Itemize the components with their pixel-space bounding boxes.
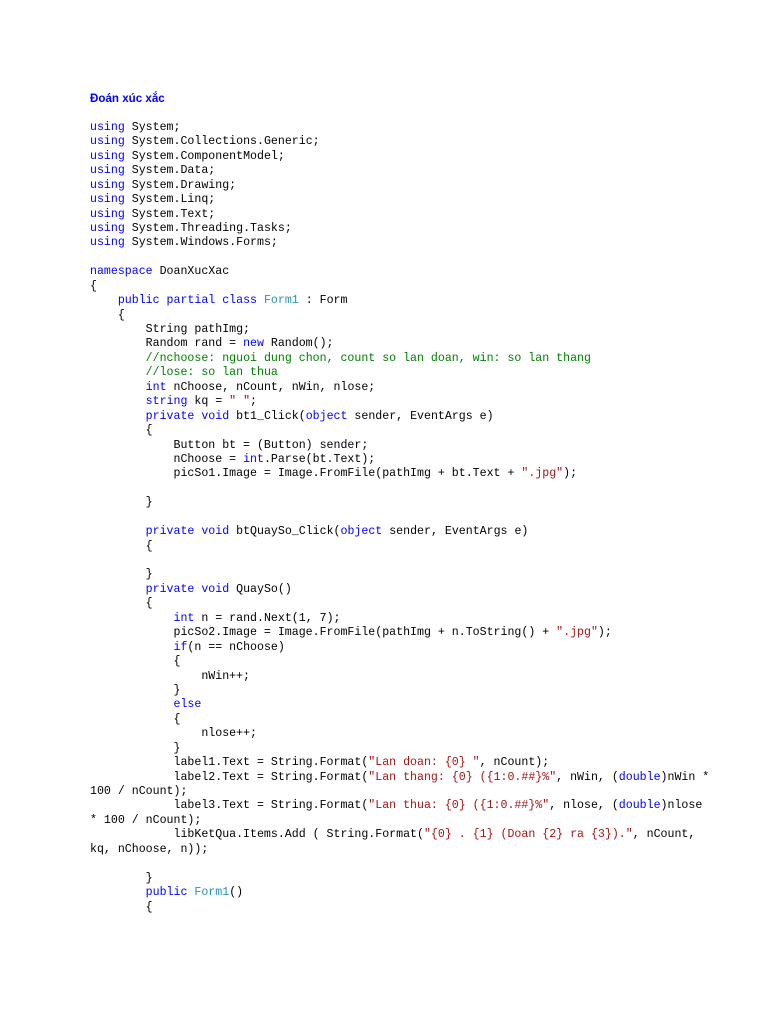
code-token: Form1 (263, 294, 299, 308)
code-token: int (173, 611, 195, 625)
code-token: "Lan thua: {0} ({1:0.##}%" (368, 799, 550, 813)
code-line (90, 467, 710, 481)
code-line (90, 886, 710, 900)
code-token: } (90, 741, 181, 755)
code-line (90, 251, 710, 265)
code-token: picSo2.Image = Image.FromFile(pathImg + n.ToString() + (90, 626, 557, 640)
code-token: { (90, 655, 181, 669)
code-line (90, 482, 710, 496)
code-token: } (90, 568, 153, 582)
code-token: System; (124, 120, 181, 134)
document-title: Đoán xúc xắc (90, 92, 165, 105)
code-token: ".jpg" (521, 467, 564, 481)
code-token: public (145, 886, 188, 900)
code-line (90, 164, 710, 178)
code-line (90, 684, 710, 698)
code-token: using (90, 221, 125, 235)
code-token: double (618, 770, 661, 784)
code-token: public partial class (117, 294, 257, 308)
code-token: ); (597, 626, 612, 640)
code-token (90, 381, 146, 394)
code-line (90, 742, 710, 756)
code-line (90, 208, 710, 222)
code-token: "Lan thang: {0} ({1:0.##}%" (368, 770, 557, 784)
code-token (90, 583, 146, 596)
code-token: nWin++; (90, 669, 251, 683)
code-token (90, 525, 146, 538)
code-token: picSo1.Image = Image.FromFile(pathImg + bt.Text + (90, 467, 522, 481)
code-token: String pathImg; (90, 323, 251, 336)
code-token: //nchoose: nguoi dung chon, count so lan doan, win: so lan thang (145, 351, 591, 365)
code-line (90, 872, 710, 886)
code-token: sender, EventArgs e) (347, 409, 494, 423)
code-line (90, 424, 710, 438)
code-token: using (90, 236, 125, 250)
code-token: : Form (298, 294, 348, 308)
code-token: , nlose, ( (549, 799, 619, 813)
code-token: Form1 (194, 886, 230, 900)
code-token: new (243, 337, 264, 351)
code-token (90, 395, 146, 408)
code-token: namespace (90, 265, 153, 279)
code-token: private void (145, 525, 230, 539)
code-token: { (90, 539, 153, 553)
code-line (90, 814, 710, 828)
code-token: private void (145, 582, 230, 596)
code-token: else (173, 698, 202, 712)
code-line (90, 626, 710, 640)
code-token: label3.Text = String.Format( (90, 799, 369, 813)
code-token: label2.Text = String.Format( (90, 770, 369, 784)
code-line (90, 641, 710, 655)
code-token: kq = (187, 395, 230, 409)
code-line (90, 179, 710, 193)
code-token: { (90, 597, 153, 611)
code-token: , nCount); (479, 756, 550, 770)
code-token: label1.Text = String.Format( (90, 756, 369, 770)
code-token: System.Threading.Tasks; (124, 221, 292, 235)
code-line (90, 352, 710, 366)
code-document (90, 92, 710, 915)
code-token: } (90, 871, 153, 885)
code-token (90, 294, 118, 307)
code-token: { (90, 424, 153, 438)
code-token: sender, EventArgs e) (382, 525, 529, 539)
code-token: )nWin * (660, 770, 710, 784)
code-line (90, 670, 710, 684)
code-line (90, 121, 710, 135)
code-token: 100 / nCount); (90, 785, 188, 798)
code-token: ); (563, 467, 578, 481)
code-token (90, 886, 146, 899)
code-line (90, 655, 710, 669)
code-token: Button bt = (Button) sender; (90, 438, 369, 452)
code-line (90, 756, 710, 770)
code-line (90, 236, 710, 250)
code-token: (n == nChoose) (187, 640, 285, 654)
code-token: " " (229, 395, 251, 409)
code-token: //lose: so lan thua (145, 366, 278, 380)
code-token: using (90, 149, 125, 163)
code-line (90, 106, 710, 120)
code-token: System.Text; (124, 207, 216, 221)
code-line (90, 698, 710, 712)
code-line (90, 280, 710, 294)
code-token: int (243, 452, 264, 466)
code-token: btQuaySo_Click( (229, 525, 341, 539)
code-line (90, 150, 710, 164)
code-token: } (90, 683, 181, 697)
code-line (90, 901, 710, 915)
code-token (90, 641, 174, 654)
code-token: System.Data; (124, 164, 216, 178)
code-line (90, 511, 710, 525)
code-token: )nlose (660, 799, 703, 813)
code-token (257, 294, 264, 307)
code-token: .Parse(bt.Text); (263, 452, 376, 466)
code-token: using (90, 178, 125, 192)
code-line (90, 381, 710, 395)
code-token (90, 366, 146, 379)
code-line (90, 323, 710, 337)
code-token: DoanXucXac (152, 265, 230, 279)
code-line (90, 410, 710, 424)
code-token: { (90, 712, 181, 726)
code-token (90, 410, 146, 423)
code-token: Random(); (263, 337, 334, 351)
code-token: { (90, 308, 125, 322)
code-token: string (145, 395, 188, 409)
code-token: Random rand = (90, 337, 244, 351)
code-token: System.Linq; (124, 193, 216, 207)
code-line (90, 540, 710, 554)
code-token: private void (145, 409, 230, 423)
code-line (90, 554, 710, 568)
code-token: "{0} . {1} (Doan {2} ra {3})." (423, 828, 633, 842)
code-token: using (90, 120, 125, 134)
code-token: int (145, 380, 167, 394)
code-line (90, 366, 710, 380)
code-line (90, 453, 710, 467)
code-token: nChoose, nCount, nWin, nlose; (166, 380, 376, 394)
code-line (90, 135, 710, 149)
code-token: System.Collections.Generic; (124, 135, 320, 149)
code-block (90, 106, 710, 915)
code-line (90, 597, 710, 611)
code-token: nChoose = (90, 452, 244, 466)
code-line (90, 222, 710, 236)
code-token: ".jpg" (556, 626, 598, 640)
code-token (90, 612, 174, 625)
code-line (90, 799, 710, 813)
code-token: using (90, 135, 125, 149)
code-line (90, 713, 710, 727)
code-token: QuaySo() (229, 582, 292, 596)
code-token: libKetQua.Items.Add ( String.Format( (90, 828, 424, 842)
code-line (90, 439, 710, 453)
code-token: , nCount, (632, 828, 696, 842)
code-line (90, 309, 710, 323)
code-token (90, 352, 146, 365)
code-token: , nWin, ( (556, 770, 619, 784)
code-token: using (90, 164, 125, 178)
code-line (90, 395, 710, 409)
code-token: if (173, 640, 188, 654)
code-token: { (90, 900, 153, 914)
code-token: System.Drawing; (124, 178, 237, 192)
code-line (90, 496, 710, 510)
code-token: () (229, 886, 244, 900)
code-line (90, 525, 710, 539)
code-token: nlose++; (90, 727, 257, 741)
code-token: object (305, 409, 348, 423)
code-token: { (90, 279, 97, 293)
code-line (90, 612, 710, 626)
code-line (90, 583, 710, 597)
code-token: using (90, 193, 125, 207)
code-line (90, 294, 710, 308)
code-token: kq, nChoose, n)); (90, 842, 209, 856)
code-token (90, 698, 174, 711)
code-token: n = rand.Next(1, 7); (194, 611, 341, 625)
code-token: * 100 / nCount); (90, 813, 202, 827)
code-token: using (90, 207, 125, 221)
code-line (90, 857, 710, 871)
code-token: } (90, 496, 153, 510)
code-token: System.ComponentModel; (124, 149, 285, 163)
code-line (90, 193, 710, 207)
code-line (90, 337, 710, 351)
code-token: "Lan doan: {0} " (368, 756, 480, 770)
code-line (90, 843, 710, 857)
code-line (90, 568, 710, 582)
code-line (90, 785, 710, 799)
code-line (90, 727, 710, 741)
code-line (90, 265, 710, 279)
code-line (90, 828, 710, 842)
code-line (90, 771, 710, 785)
code-token: bt1_Click( (229, 409, 306, 423)
code-token: object (340, 525, 383, 539)
code-token: System.Windows.Forms; (124, 236, 278, 250)
code-token: double (618, 799, 661, 813)
code-token: ; (250, 395, 258, 409)
